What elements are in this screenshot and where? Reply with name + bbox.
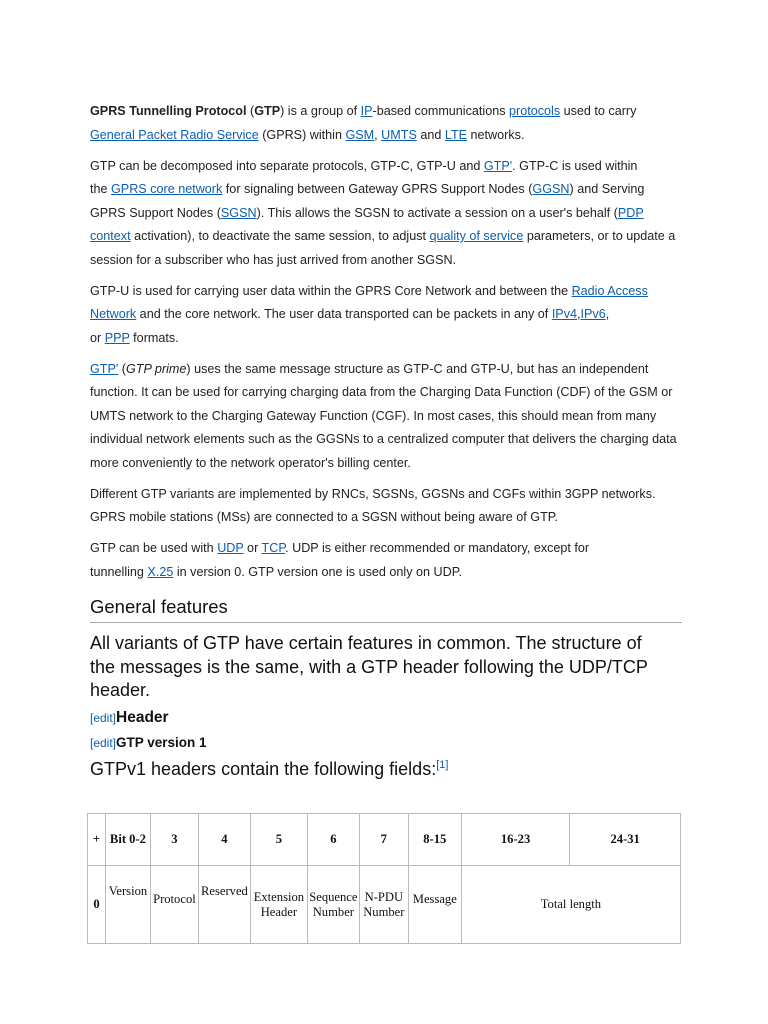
- paragraph-gtpv1-fields: GTPv1 headers contain the following fields:[1]: [90, 758, 449, 779]
- table-header-row: [88, 814, 681, 866]
- link-lte[interactable]: LTE: [444, 127, 468, 142]
- table-header-cell: 24-31: [570, 814, 681, 866]
- cell-protocol: Protocol: [150, 866, 198, 944]
- cell-message: Message: [408, 866, 461, 944]
- link-ppp[interactable]: PPP: [104, 330, 130, 345]
- edit-link-header[interactable]: [edit]: [90, 710, 117, 725]
- edit-link-gtp-version-1[interactable]: [edit]: [90, 735, 117, 750]
- link-radio-access-network-cont[interactable]: Network: [90, 307, 137, 321]
- subsection-header: [90, 708, 682, 728]
- paragraph-gtp-decomposition: GTP can be decomposed into separate protocols, GTP-C, GTP-U and GTP'. GTP-C is used within the GPRS core network for signaling between Gateway GPRS Support Nodes (GGSN) and Serving GPRS Support Nodes (SGSN). This allows the SGSN to activate a session on a user's behalf (PDP context activation), to deactivate the same session, to adjust quality of service parameters, or to update a session for a subscriber who has just arrived from another SGSN.: [90, 158, 676, 267]
- link-gprs-core-network[interactable]: GPRS core network: [111, 182, 223, 196]
- cell-sequence-number: Sequence Number: [307, 866, 359, 944]
- row-index-cell: 0: [88, 866, 106, 944]
- table-header-cell: 6: [307, 814, 359, 866]
- paragraph-gtp-prime: GTP' (GTP prime) uses the same message structure as GTP-C and GTP-U, but has an independent function. It can be used for carrying charging data from the Charging Data Function (CDF) of the GSM or UMTS network to the Charging Gateway Function (CGF). In most cases, this should mean from many individual network elements such as the GGSNs to a centralized computer that delivers the charging data more conveniently to the network operator's billing center.: [90, 361, 677, 470]
- gtpv1-header-table: [87, 813, 681, 944]
- table-header-cell: 4: [198, 814, 250, 866]
- link-umts[interactable]: UMTS: [381, 127, 417, 142]
- link-quality-of-service[interactable]: quality of service: [429, 229, 524, 243]
- link-radio-access-network[interactable]: Radio Access: [571, 283, 648, 298]
- table-header-cell: 7: [359, 814, 408, 866]
- paragraph-intro: GPRS Tunnelling Protocol (GTP) is a group of IP-based communications protocols used to carry General Packet Radio Service (GPRS) within GSM, UMTS and LTE networks.: [90, 104, 637, 142]
- table-header-cell: Bit 0-2: [105, 814, 150, 866]
- link-udp[interactable]: UDP: [217, 541, 244, 555]
- paragraph-general-features: All variants of GTP have certain features in common. The structure of the messages is the same, with a GTP header following the UDP/TCP header.: [90, 633, 648, 700]
- link-ipv4[interactable]: IPv4: [551, 307, 578, 321]
- table-row: [88, 866, 681, 944]
- table-header-cell: +: [88, 814, 106, 866]
- cell-total-length: Total length: [461, 866, 680, 944]
- term-gtp: GTP: [254, 104, 281, 118]
- cell-version: Version: [105, 866, 150, 944]
- section-title-general-features: General features: [90, 596, 682, 623]
- subsection-title-gtp-version-1: GTP version 1: [116, 734, 207, 750]
- link-gtp-prime[interactable]: GTP': [483, 158, 513, 173]
- term-gtp-prime: GTP prime: [126, 361, 187, 376]
- link-pdp-context-cont[interactable]: context: [90, 229, 131, 243]
- link-ipv6[interactable]: IPv6: [580, 307, 606, 321]
- link-ggsn[interactable]: GGSN: [532, 182, 570, 196]
- link-tcp[interactable]: TCP: [261, 541, 286, 555]
- paragraph-gtp-variants: Different GTP variants are implemented by RNCs, SGSNs, GGSNs and CGFs within 3GPP networks. GPRS mobile stations (MSs) are connected to a SGSN without being aware of GTP.: [90, 486, 656, 524]
- table-header-cell: 5: [250, 814, 307, 866]
- link-pdp-context[interactable]: PDP: [617, 205, 644, 220]
- cell-extension-header: Extension Header: [250, 866, 307, 944]
- table-header-cell: 8-15: [408, 814, 461, 866]
- article-content: [90, 100, 682, 780]
- subsection-title-header: Header: [116, 708, 169, 726]
- paragraph-gtp-u: GTP-U is used for carrying user data within the GPRS Core Network and between the Radio Access Network and the core network. The user data transported can be packets in any of IPv4,IPv6, or PPP formats.: [90, 283, 648, 345]
- cell-reserved: Reserved: [198, 866, 250, 944]
- cell-npdu-number: N-PDU Number: [359, 866, 408, 944]
- paragraph-transport: GTP can be used with UDP or TCP. UDP is either recommended or mandatory, except for tunnelling X.25 in version 0. GTP version one is used only on UDP.: [90, 541, 590, 579]
- table-header-cell: 16-23: [461, 814, 570, 866]
- link-ip[interactable]: IP: [360, 104, 373, 118]
- link-x25[interactable]: X.25: [147, 564, 174, 579]
- link-gsm[interactable]: GSM: [345, 127, 375, 142]
- link-gprs[interactable]: General Packet Radio Service: [90, 127, 259, 142]
- link-protocols[interactable]: protocols: [509, 104, 561, 118]
- link-sgsn[interactable]: SGSN: [220, 205, 257, 220]
- reference-link-1[interactable]: [1]: [436, 758, 449, 771]
- term-gprs-tunnelling-protocol: GPRS Tunnelling Protocol: [90, 104, 247, 118]
- link-gtp-prime-2[interactable]: GTP': [90, 361, 119, 376]
- table-header-cell: 3: [150, 814, 198, 866]
- subsection-gtp-version-1: [90, 733, 682, 753]
